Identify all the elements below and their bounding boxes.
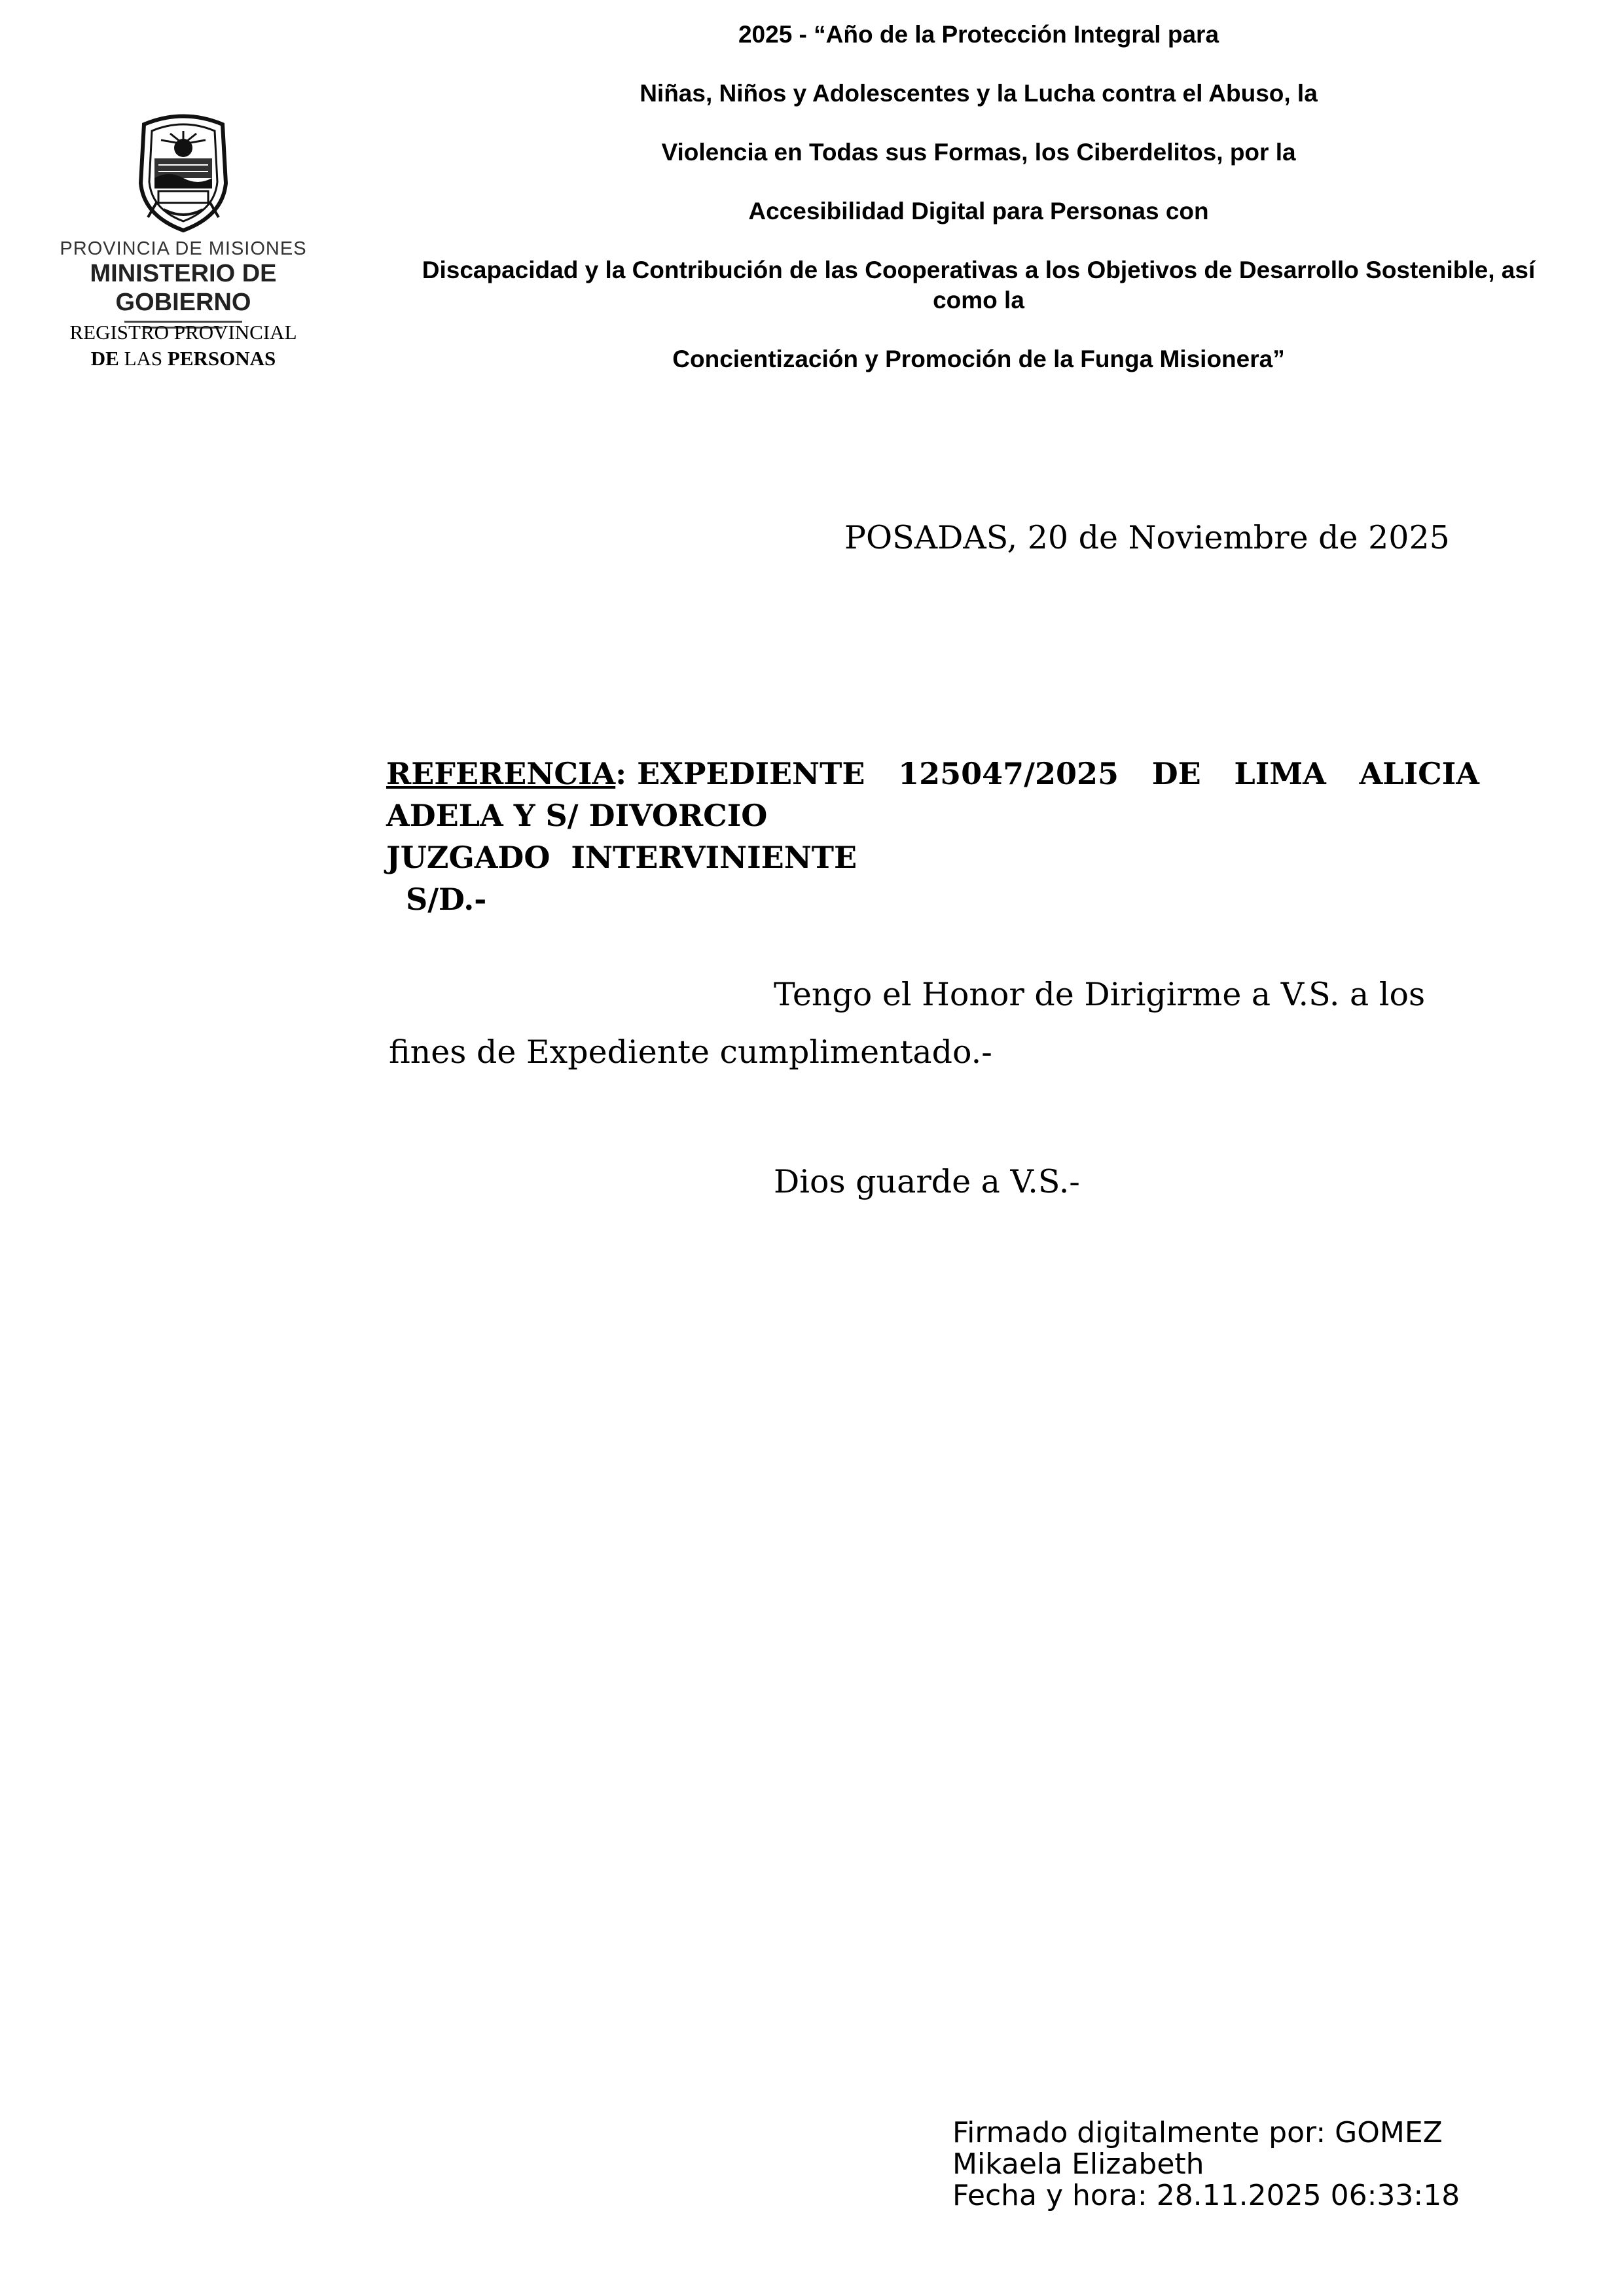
motto-line: Concientización y Promoción de la Funga Misionera”	[672, 346, 1285, 372]
signature-signer-name: Mikaela Elizabeth	[952, 2147, 1204, 2181]
signature-timestamp: Fecha y hora: 28.11.2025 06:33:18	[952, 2179, 1460, 2212]
digital-signature	[952, 2117, 1460, 2212]
motto-line: Niñas, Niños y Adolescentes y la Lucha contra el Abuso, la	[640, 80, 1318, 107]
registry-line-2: DE LAS PERSONAS	[90, 347, 276, 370]
reference-word: LIMA	[1234, 756, 1326, 791]
reference-word: ALICIA	[1359, 756, 1479, 791]
ministry-name: MINISTERIO DE GOBIERNO	[90, 260, 277, 316]
motto-line: 2025 - “Año de la Protección Integral para	[738, 21, 1219, 48]
reference-block	[386, 753, 1479, 920]
motto-line: Discapacidad y la Contribución de las Cooperativas a los Objetivos de Desarrollo Sostenible, así	[422, 257, 1536, 283]
signature-signer: Firmado digitalmente por: GOMEZ	[952, 2116, 1443, 2149]
reference-line-1: REFERENCIA: EXPEDIENTE 125047/2025 DE LIMA ALICIA	[386, 753, 1479, 795]
province-seal-icon	[118, 105, 249, 236]
reference-line-2: ADELA Y S/ DIVORCIO	[386, 798, 768, 833]
sd-line: S/D.-	[406, 882, 487, 917]
document-date: POSADAS, 20 de Noviembre de 2025	[844, 519, 1450, 556]
closing-phrase: Dios guarde a V.S.-	[774, 1163, 1080, 1200]
motto-line: Accesibilidad Digital para Personas con	[748, 198, 1209, 224]
registry-line-1: REGISTRO PROVINCIAL	[69, 321, 297, 344]
reference-word: DE	[1151, 756, 1201, 791]
year-motto	[373, 20, 1584, 374]
body-paragraph-line-1: Tengo el Honor de Dirigirme a V.S. a los	[774, 976, 1426, 1013]
reference-label: REFERENCIA	[386, 756, 616, 791]
province-name: PROVINCIA DE MISIONES	[60, 238, 307, 259]
registry-name	[26, 319, 340, 372]
body-paragraph-line-2: fines de Expediente cumplimentado.-	[389, 1033, 992, 1071]
court-line: JUZGADO INTERVINIENTE	[386, 840, 857, 875]
reference-word: EXPEDIENTE	[637, 756, 865, 791]
motto-line: como la	[933, 287, 1024, 314]
reference-word: 125047/2025	[898, 756, 1119, 791]
motto-line: Violencia en Todas sus Formas, los Ciberdelitos, por la	[661, 139, 1296, 166]
ministry-logo	[26, 105, 340, 329]
